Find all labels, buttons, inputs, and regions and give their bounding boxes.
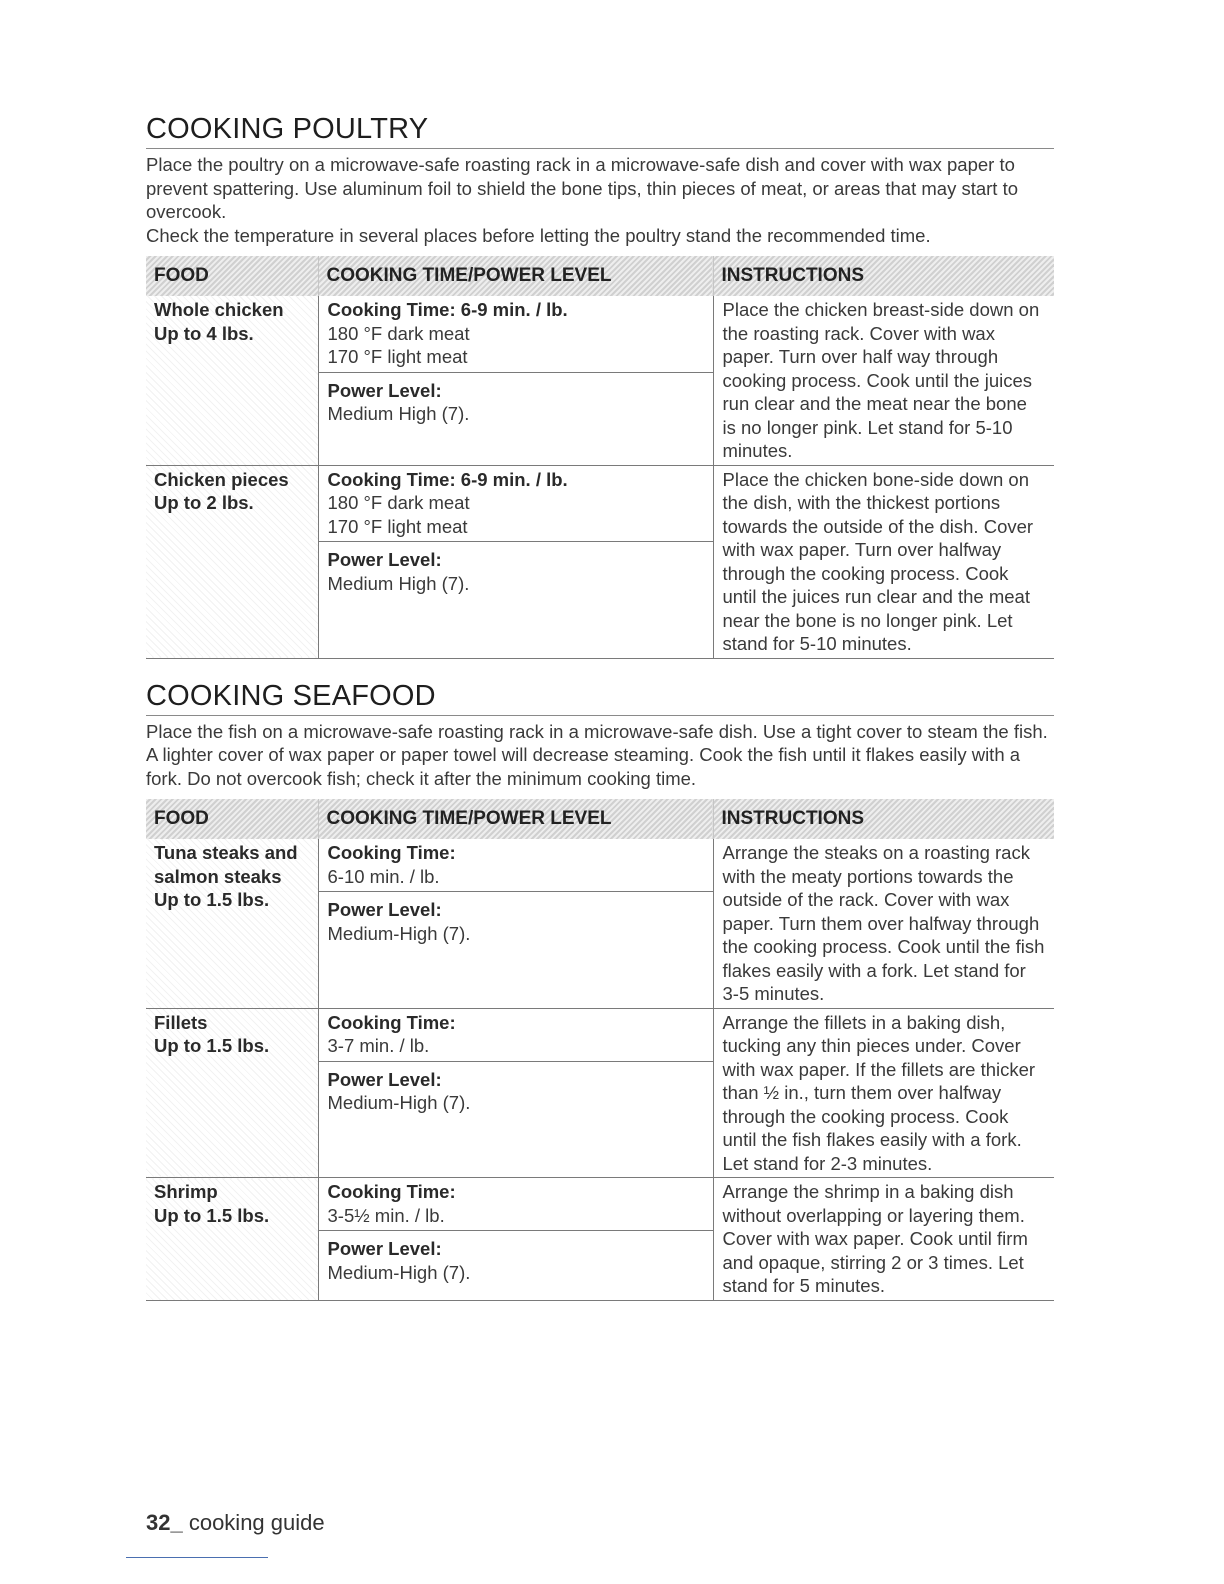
power-level-block [319, 892, 713, 948]
cooking-time-block [319, 1009, 713, 1062]
cooking-time-value: 3-7 min. / lb. [327, 1035, 430, 1056]
power-level-label: Power Level: [327, 549, 442, 570]
instructions-cell: Place the chicken bone-side down on the dish, with the thickest portions towards the outside of the dish. Cover with wax paper. Turn over halfway through the cooking process. Cook until the juices run clear and the meat near the bone is no longer pink. Let stand for 5-10 minutes. [713, 465, 1054, 658]
cooking-time-cell [318, 839, 713, 1008]
column-header-instructions: INSTRUCTIONS [713, 799, 1054, 839]
power-level-value: Medium-High (7). [327, 922, 471, 944]
instructions-cell: Arrange the shrimp in a baking dish without overlapping or layering them. Cover with wax paper. Cook until firm and opaque, stirring 2 or 3 times. Let stand for 5 minutes. [713, 1178, 1054, 1301]
cooking-time-cell [318, 296, 713, 465]
cooking-time-label: Cooking Time: 6-9 min. / lb. [327, 468, 568, 490]
food-cell [146, 465, 318, 658]
page-footer [146, 1510, 325, 1536]
cooking-time-block [319, 296, 713, 373]
cooking-time-block [319, 839, 713, 892]
food-name: Shrimp [154, 1181, 218, 1202]
food-cell [146, 1008, 318, 1178]
table-row [146, 296, 1054, 465]
page-content [146, 112, 1054, 1301]
instructions-cell: Arrange the steaks on a roasting rack with the meaty portions towards the outside of the rack. Cover with wax paper. Turn them over halfway through the cooking process. Cook until the fish flakes easily with a fork. Let stand for 3-5 minutes. [713, 839, 1054, 1008]
cooking-time-value: 6-10 min. / lb. [327, 865, 440, 887]
page-number: 32_ [146, 1510, 183, 1535]
food-weight: Up to 4 lbs. [154, 322, 254, 344]
cooking-time-cell [318, 465, 713, 658]
power-level-block [319, 1231, 713, 1287]
column-header-cooking-time: COOKING TIME/POWER LEVEL [318, 256, 713, 296]
cooking-time-value: 170 °F light meat [327, 515, 468, 537]
cooking-time-block [319, 466, 713, 543]
instructions-cell: Arrange the fillets in a baking dish, tucking any thin pieces under. Cover with wax paper. If the fillets are thicker than ½ in., turn them over halfway through the cooking process. Cook until the fish flakes easily with a fork. Let stand for 2-3 minutes. [713, 1008, 1054, 1178]
cooking-time-cell [318, 1178, 713, 1301]
food-name: Chicken pieces [154, 468, 289, 490]
cooking-time-value: 180 °F dark meat [327, 492, 470, 513]
footer-divider [126, 1557, 268, 1558]
cooking-time-label: Cooking Time: 6-9 min. / lb. [327, 299, 568, 320]
power-level-label: Power Level: [327, 899, 442, 920]
cooking-time-cell [318, 1008, 713, 1178]
table-row [146, 1008, 1054, 1178]
power-level-value: Medium-High (7). [327, 1261, 471, 1283]
food-name: Fillets [154, 1011, 208, 1033]
power-level-block [319, 542, 713, 598]
table-header-row [146, 256, 1054, 296]
poultry-section-title: COOKING POULTRY [146, 112, 1054, 149]
poultry-table [146, 256, 1054, 659]
column-header-instructions: INSTRUCTIONS [713, 256, 1054, 296]
cooking-time-value: 170 °F light meat [327, 346, 468, 367]
cooking-time-block [319, 1178, 713, 1231]
food-weight: Up to 1.5 lbs. [154, 1204, 270, 1226]
food-cell [146, 296, 318, 465]
cooking-time-label: Cooking Time: [327, 842, 456, 863]
section-spacer [146, 659, 1054, 679]
food-weight: Up to 1.5 lbs. [154, 889, 270, 910]
table-row [146, 465, 1054, 658]
table-header-row [146, 799, 1054, 839]
footer-section-name: cooking guide [182, 1510, 325, 1535]
poultry-intro [146, 153, 1054, 247]
cooking-time-label: Cooking Time: [327, 1011, 456, 1033]
food-weight: Up to 2 lbs. [154, 492, 254, 513]
power-level-block [319, 1062, 713, 1118]
food-weight: Up to 1.5 lbs. [154, 1035, 270, 1056]
power-level-value: Medium High (7). [327, 572, 470, 594]
power-level-label: Power Level: [327, 1238, 442, 1259]
poultry-intro-paragraph: Check the temperature in several places before letting the poultry stand the recommended time. [146, 224, 931, 246]
food-name: salmon steaks [154, 865, 282, 887]
power-level-value: Medium-High (7). [327, 1092, 471, 1113]
power-level-value: Medium High (7). [327, 403, 470, 424]
power-level-block [319, 373, 713, 429]
seafood-intro-paragraph: Place the fish on a microwave-safe roasting rack in a microwave-safe dish. Use a tight cover to steam the fish. A lighter cover of wax paper or paper towel will decrease steaming. Cook the fish until it flakes easily with a fork. Do not overcook fish; check it after the minimum cooking time. [146, 720, 1048, 789]
food-name: Whole chicken [154, 299, 284, 320]
table-row [146, 1178, 1054, 1301]
food-name: Tuna steaks and [154, 842, 298, 863]
food-cell [146, 1178, 318, 1301]
cooking-time-label: Cooking Time: [327, 1181, 456, 1202]
poultry-intro-paragraph: Place the poultry on a microwave-safe roasting rack in a microwave-safe dish and cover with wax paper to prevent spattering. Use aluminum foil to shield the bone tips, thin pieces of meat, or areas that may start to overcook. [146, 154, 1019, 222]
cooking-time-value: 3-5½ min. / lb. [327, 1204, 445, 1226]
power-level-label: Power Level: [327, 379, 442, 401]
column-header-food: FOOD [146, 799, 318, 839]
table-row [146, 839, 1054, 1008]
seafood-table [146, 799, 1054, 1301]
column-header-food: FOOD [146, 256, 318, 296]
seafood-section-title: COOKING SEAFOOD [146, 679, 1054, 716]
power-level-label: Power Level: [327, 1068, 442, 1090]
seafood-intro [146, 720, 1054, 791]
instructions-cell: Place the chicken breast-side down on the roasting rack. Cover with wax paper. Turn over half way through cooking process. Cook until the juices run clear and the meat near the bone is no longer pink. Let stand for 5-10 minutes. [713, 296, 1054, 465]
column-header-cooking-time: COOKING TIME/POWER LEVEL [318, 799, 713, 839]
cooking-time-value: 180 °F dark meat [327, 322, 470, 344]
food-cell [146, 839, 318, 1008]
